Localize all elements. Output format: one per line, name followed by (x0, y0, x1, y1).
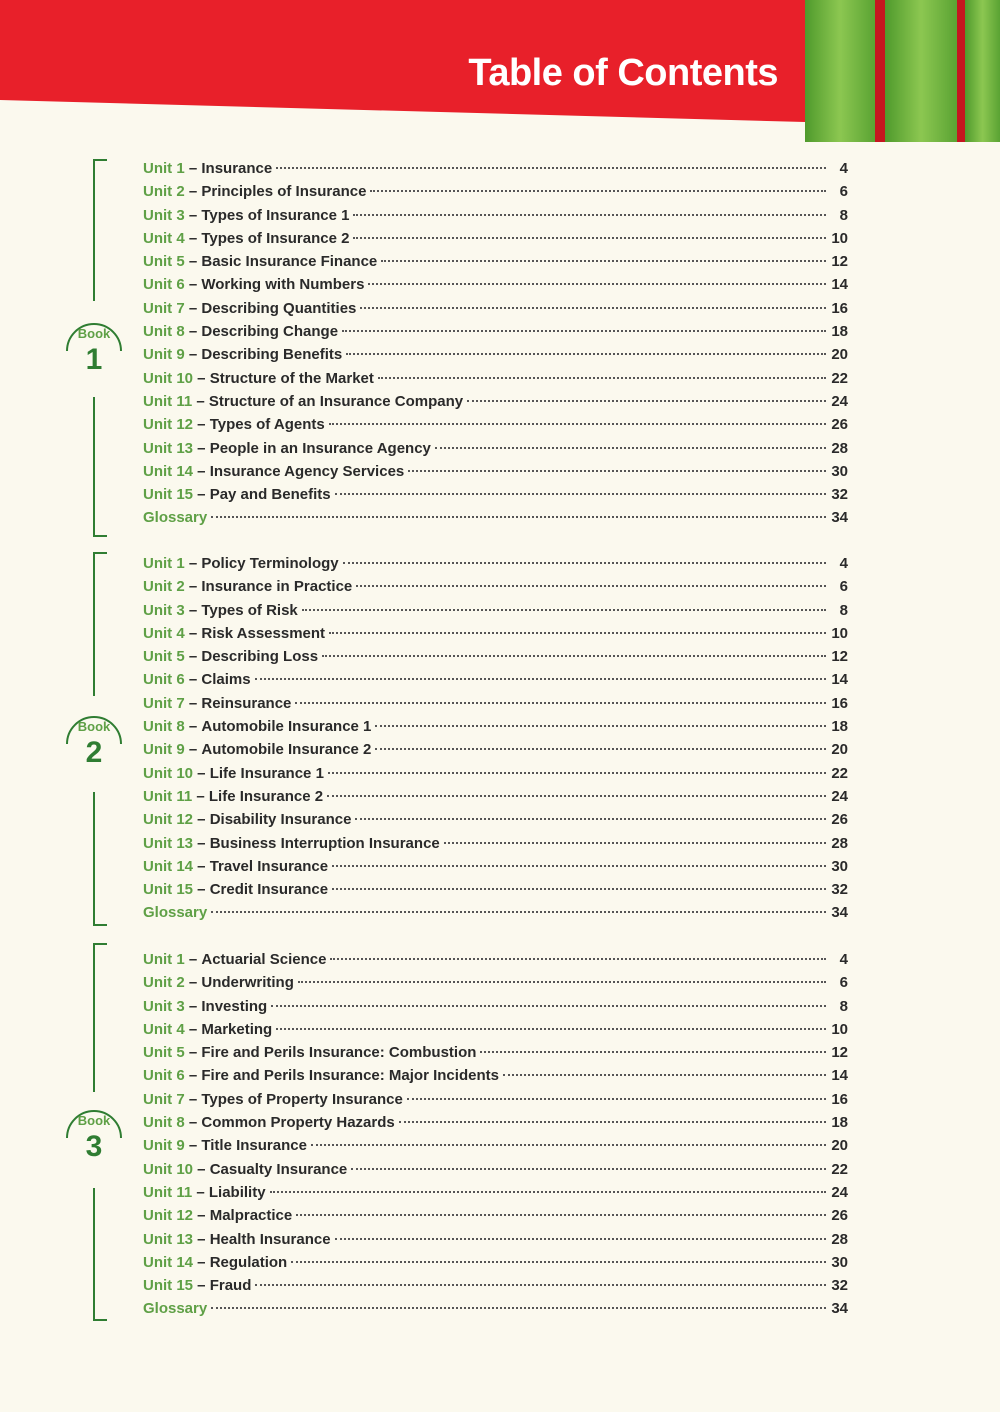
dash-separator: – (184, 346, 202, 364)
entry-title: Structure of the Market (209, 369, 374, 387)
toc-entry[interactable] (143, 1134, 848, 1157)
page-number: 34 (831, 509, 848, 527)
dash-separator: – (184, 555, 202, 572)
toc-entry[interactable] (143, 738, 848, 761)
page-number: 24 (831, 1183, 848, 1201)
entry-title: Fire and Perils Insurance: Major Incidents (201, 1067, 499, 1085)
book-2-badge: Book 2 (63, 710, 125, 788)
dash-separator: – (193, 439, 210, 457)
dot-leader (435, 447, 826, 449)
book-1-badge: Book 1 (63, 317, 125, 395)
dot-leader (408, 470, 826, 472)
toc-entry[interactable] (143, 971, 848, 994)
dash-separator: – (193, 486, 210, 504)
entry-title: Travel Insurance (209, 857, 329, 875)
unit-label: Unit 3 (143, 206, 185, 224)
entry-title: Underwriting (201, 974, 294, 992)
page-number: 14 (831, 1067, 848, 1085)
page-number: 8 (839, 601, 848, 619)
dash-separator: – (184, 229, 202, 247)
dot-leader (407, 1098, 826, 1100)
entry-title: Investing (201, 997, 268, 1015)
page-number: 28 (831, 1230, 848, 1248)
entry-title: Insurance (201, 160, 273, 177)
page-number: 8 (839, 206, 848, 224)
unit-label: Unit 2 (143, 183, 185, 201)
unit-label: Unit 1 (143, 951, 185, 968)
dash-separator: – (192, 787, 209, 805)
toc-entry[interactable] (143, 273, 848, 296)
dash-separator: – (193, 881, 210, 899)
unit-label: Unit 5 (143, 648, 185, 666)
toc-entry[interactable] (143, 1041, 848, 1064)
dash-separator: – (184, 206, 202, 224)
unit-label: Unit 12 (143, 416, 194, 434)
dot-leader (332, 865, 826, 867)
toc-entry[interactable] (143, 575, 848, 598)
toc-entry[interactable] (143, 808, 848, 831)
dot-leader (329, 632, 826, 634)
entry-title: Automobile Insurance 2 (201, 741, 372, 759)
page-number: 4 (839, 160, 848, 177)
toc-entry[interactable] (143, 1274, 848, 1297)
page-number: 12 (831, 1044, 848, 1062)
page-number: 20 (831, 1137, 848, 1155)
unit-label: Unit 14 (143, 1253, 194, 1271)
dot-leader (381, 260, 826, 262)
unit-label: Unit 12 (143, 811, 194, 829)
page-number: 4 (839, 951, 848, 968)
entry-title: Basic Insurance Finance (201, 253, 378, 271)
dot-leader (211, 516, 826, 518)
entry-title: Business Interruption Insurance (209, 834, 440, 852)
dot-leader (375, 748, 826, 750)
toc-entry[interactable] (143, 506, 848, 529)
unit-label: Unit 15 (143, 486, 194, 504)
dash-separator: – (192, 392, 209, 410)
page-number: 32 (831, 1277, 848, 1295)
dash-separator: – (184, 1044, 202, 1062)
page-number: 14 (831, 276, 848, 294)
dot-leader (368, 283, 826, 285)
dot-leader (328, 772, 826, 774)
unit-label: Unit 6 (143, 671, 185, 689)
entry-title: Describing Quantities (201, 299, 357, 317)
dot-leader (211, 911, 826, 913)
dot-leader (276, 1028, 826, 1030)
dot-leader (467, 400, 826, 402)
unit-label: Unit 13 (143, 834, 194, 852)
unit-label: Unit 10 (143, 764, 194, 782)
page-number: 28 (831, 439, 848, 457)
unit-label: Unit 7 (143, 1090, 185, 1108)
entry-title: Malpractice (209, 1207, 293, 1225)
entry-title: People in an Insurance Agency (209, 439, 431, 457)
toc-entry[interactable] (143, 413, 848, 436)
toc-entry[interactable] (143, 785, 848, 808)
entry-title: Types of Agents (209, 416, 325, 434)
entry-title: Principles of Insurance (201, 183, 367, 201)
toc-entry[interactable] (143, 297, 848, 320)
unit-label: Unit 14 (143, 462, 194, 480)
dot-leader (255, 678, 826, 680)
unit-label: Glossary (143, 1300, 208, 1318)
entry-title: Actuarial Science (201, 951, 327, 968)
page-number: 6 (839, 974, 848, 992)
toc-entry[interactable] (143, 762, 848, 785)
dot-leader (271, 1005, 826, 1007)
entry-title: Insurance Agency Services (209, 462, 405, 480)
toc-entry[interactable] (143, 832, 848, 855)
toc-entry[interactable] (143, 599, 848, 622)
dot-leader (375, 725, 826, 727)
toc-entry[interactable] (143, 1158, 848, 1181)
unit-label: Unit 3 (143, 601, 185, 619)
entry-title: Describing Loss (201, 648, 319, 666)
entry-title: Life Insurance 1 (209, 764, 324, 782)
dash-separator: – (184, 1067, 202, 1085)
page-number: 20 (831, 346, 848, 364)
toc-entry[interactable] (143, 320, 848, 343)
page-number: 12 (831, 648, 848, 666)
dot-leader (211, 1307, 826, 1309)
entry-title: Title Insurance (201, 1137, 307, 1155)
page-number: 16 (831, 694, 848, 712)
toc-entry[interactable] (143, 1251, 848, 1274)
unit-label: Unit 7 (143, 299, 185, 317)
entry-title: Insurance in Practice (201, 578, 353, 596)
toc-entry[interactable] (143, 668, 848, 691)
toc-entry[interactable] (143, 552, 848, 575)
unit-label: Unit 8 (143, 323, 185, 341)
entry-title: Policy Terminology (201, 555, 339, 572)
dash-separator: – (193, 764, 210, 782)
toc-entry[interactable] (143, 692, 848, 715)
unit-label: Unit 13 (143, 439, 194, 457)
page-number: 24 (831, 787, 848, 805)
toc-entry[interactable] (143, 180, 848, 203)
toc-entry[interactable] (143, 1228, 848, 1251)
dot-leader (329, 423, 826, 425)
toc-entry[interactable] (143, 1204, 848, 1227)
page-number: 10 (831, 1020, 848, 1038)
entry-title: Pay and Benefits (209, 486, 331, 504)
toc-entry[interactable] (143, 367, 848, 390)
dot-leader (335, 1238, 826, 1240)
page-number: 32 (831, 881, 848, 899)
dash-separator: – (193, 416, 210, 434)
unit-label: Unit 4 (143, 1020, 185, 1038)
dot-leader (335, 493, 826, 495)
dash-separator: – (193, 811, 210, 829)
toc-entry[interactable] (143, 343, 848, 366)
page-number: 12 (831, 253, 848, 271)
dash-separator: – (184, 253, 202, 271)
unit-label: Unit 6 (143, 276, 185, 294)
unit-label: Unit 10 (143, 369, 194, 387)
book-1-entries (143, 157, 848, 530)
page-number: 16 (831, 299, 848, 317)
page-number: 20 (831, 741, 848, 759)
page-number: 18 (831, 323, 848, 341)
unit-label: Unit 6 (143, 1067, 185, 1085)
entry-title: Types of Risk (201, 601, 298, 619)
dot-leader (480, 1051, 826, 1053)
unit-label: Unit 9 (143, 346, 185, 364)
page-number: 22 (831, 1160, 848, 1178)
toc-entry[interactable] (143, 157, 848, 180)
page-number: 4 (839, 555, 848, 572)
toc-entry[interactable] (143, 878, 848, 901)
unit-label: Unit 10 (143, 1160, 194, 1178)
entry-title: Liability (208, 1183, 266, 1201)
page-number: 28 (831, 834, 848, 852)
page-number: 24 (831, 392, 848, 410)
unit-label: Unit 15 (143, 1277, 194, 1295)
entry-title: Automobile Insurance 1 (201, 718, 372, 736)
page-number: 30 (831, 857, 848, 875)
dot-leader (298, 981, 826, 983)
dash-separator: – (184, 974, 202, 992)
unit-label: Unit 11 (143, 1183, 193, 1201)
toc-entry[interactable] (143, 1111, 848, 1134)
page-number: 18 (831, 718, 848, 736)
book-3-badge: Book 3 (63, 1104, 125, 1182)
dot-leader (330, 958, 826, 960)
entry-title: Claims (201, 671, 251, 689)
dot-leader (355, 818, 826, 820)
page-number: 22 (831, 369, 848, 387)
toc-entry[interactable] (143, 901, 848, 924)
page-title: Table of Contents (468, 52, 778, 94)
entry-title: Marketing (201, 1020, 273, 1038)
entry-title: Describing Benefits (201, 346, 343, 364)
unit-label: Unit 11 (143, 392, 193, 410)
unit-label: Unit 3 (143, 997, 185, 1015)
page-number: 14 (831, 671, 848, 689)
dot-leader (356, 585, 826, 587)
entry-title: Life Insurance 2 (208, 787, 324, 805)
dot-leader (342, 330, 826, 332)
toc-entry[interactable] (143, 995, 848, 1018)
dash-separator: – (184, 997, 202, 1015)
dash-separator: – (184, 323, 202, 341)
dash-separator: – (193, 834, 210, 852)
dot-leader (332, 888, 826, 890)
unit-label: Unit 8 (143, 718, 185, 736)
dash-separator: – (184, 951, 202, 968)
entry-title: Credit Insurance (209, 881, 329, 899)
dot-leader (311, 1144, 826, 1146)
page-number: 26 (831, 811, 848, 829)
toc-entry[interactable] (143, 855, 848, 878)
unit-label: Unit 4 (143, 624, 185, 642)
unit-label: Unit 12 (143, 1207, 194, 1225)
dot-leader (346, 353, 826, 355)
book-2-entries (143, 552, 848, 925)
entry-title: Structure of an Insurance Company (208, 392, 464, 410)
dash-separator: – (193, 1253, 210, 1271)
dot-leader (444, 842, 826, 844)
dot-leader (399, 1121, 826, 1123)
toc-entry[interactable] (143, 483, 848, 506)
dash-separator: – (184, 741, 202, 759)
dash-separator: – (184, 671, 202, 689)
toc-entry[interactable] (143, 645, 848, 668)
dash-separator: – (184, 718, 202, 736)
toc-entry[interactable] (143, 1088, 848, 1111)
dash-separator: – (193, 857, 210, 875)
dot-leader (378, 377, 826, 379)
dash-separator: – (184, 1090, 202, 1108)
book-3-entries (143, 948, 848, 1321)
page-number: 10 (831, 229, 848, 247)
dash-separator: – (193, 462, 210, 480)
unit-label: Unit 9 (143, 1137, 185, 1155)
page-number: 16 (831, 1090, 848, 1108)
unit-label: Unit 7 (143, 694, 185, 712)
dot-leader (327, 795, 826, 797)
toc-entry[interactable] (143, 622, 848, 645)
dot-leader (322, 655, 826, 657)
page-number: 32 (831, 486, 848, 504)
unit-label: Unit 11 (143, 787, 193, 805)
unit-label: Unit 5 (143, 1044, 185, 1062)
entry-title: Health Insurance (209, 1230, 331, 1248)
page-number: 6 (839, 183, 848, 201)
toc-entry[interactable] (143, 227, 848, 250)
page-number: 34 (831, 904, 848, 922)
page-number: 8 (839, 997, 848, 1015)
dash-separator: – (184, 276, 202, 294)
dot-leader (270, 1191, 826, 1193)
dash-separator: – (193, 1230, 210, 1248)
entry-title: Working with Numbers (201, 276, 365, 294)
dash-separator: – (184, 160, 202, 177)
dot-leader (351, 1168, 826, 1170)
entry-title: Types of Property Insurance (201, 1090, 403, 1108)
page-number: 18 (831, 1114, 848, 1132)
dot-leader (302, 609, 826, 611)
entry-title: Common Property Hazards (201, 1114, 395, 1132)
unit-label: Unit 15 (143, 881, 194, 899)
entry-title: Types of Insurance 1 (201, 206, 350, 224)
dot-leader (370, 190, 826, 192)
dash-separator: – (192, 1183, 209, 1201)
entry-title: Fire and Perils Insurance: Combustion (201, 1044, 477, 1062)
entry-title: Describing Change (201, 323, 339, 341)
page-number: 26 (831, 1207, 848, 1225)
dot-leader (360, 307, 826, 309)
entry-title: Fraud (209, 1277, 252, 1295)
page-number: 30 (831, 462, 848, 480)
entry-title: Reinsurance (201, 694, 292, 712)
dash-separator: – (184, 1137, 202, 1155)
page-number: 34 (831, 1300, 848, 1318)
page-number: 22 (831, 764, 848, 782)
toc-entry[interactable] (143, 1018, 848, 1041)
dot-leader (255, 1284, 826, 1286)
toc-entry[interactable] (143, 1064, 848, 1087)
entry-title: Casualty Insurance (209, 1160, 348, 1178)
unit-label: Unit 5 (143, 253, 185, 271)
toc-entry[interactable] (143, 250, 848, 273)
dot-leader (276, 167, 826, 169)
dash-separator: – (184, 1114, 202, 1132)
dash-separator: – (193, 369, 210, 387)
entry-title: Regulation (209, 1253, 288, 1271)
page-number: 6 (839, 578, 848, 596)
toc-entry[interactable] (143, 204, 848, 227)
dash-separator: – (193, 1277, 210, 1295)
dash-separator: – (184, 694, 202, 712)
unit-label: Unit 1 (143, 555, 185, 572)
dot-leader (503, 1074, 826, 1076)
dash-separator: – (184, 1020, 202, 1038)
dot-leader (295, 702, 826, 704)
dot-leader (296, 1214, 826, 1216)
dash-separator: – (193, 1207, 210, 1225)
unit-label: Unit 2 (143, 974, 185, 992)
unit-label: Unit 14 (143, 857, 194, 875)
dash-separator: – (184, 183, 202, 201)
header-banner (0, 0, 1000, 150)
entry-title: Risk Assessment (201, 624, 326, 642)
dash-separator: – (184, 601, 202, 619)
dot-leader (291, 1261, 826, 1263)
toc-entry[interactable] (143, 1181, 848, 1204)
unit-label: Unit 13 (143, 1230, 194, 1248)
unit-label: Unit 8 (143, 1114, 185, 1132)
dash-separator: – (184, 648, 202, 666)
toc-entry[interactable] (143, 390, 848, 413)
toc-entry[interactable] (143, 1297, 848, 1320)
unit-label: Unit 4 (143, 229, 185, 247)
toc-entry[interactable] (143, 437, 848, 460)
dot-leader (343, 562, 826, 564)
dash-separator: – (184, 624, 202, 642)
entry-title: Types of Insurance 2 (201, 229, 350, 247)
dash-separator: – (184, 578, 202, 596)
page-number: 30 (831, 1253, 848, 1271)
unit-label: Unit 9 (143, 741, 185, 759)
toc-entry[interactable] (143, 948, 848, 971)
dot-leader (353, 237, 826, 239)
dash-separator: – (193, 1160, 210, 1178)
toc-entry[interactable] (143, 460, 848, 483)
page-number: 10 (831, 624, 848, 642)
dot-leader (353, 214, 826, 216)
page-number: 26 (831, 416, 848, 434)
unit-label: Glossary (143, 904, 208, 922)
dash-separator: – (184, 299, 202, 317)
toc-entry[interactable] (143, 715, 848, 738)
unit-label: Glossary (143, 509, 208, 527)
unit-label: Unit 1 (143, 160, 185, 177)
entry-title: Disability Insurance (209, 811, 352, 829)
unit-label: Unit 2 (143, 578, 185, 596)
